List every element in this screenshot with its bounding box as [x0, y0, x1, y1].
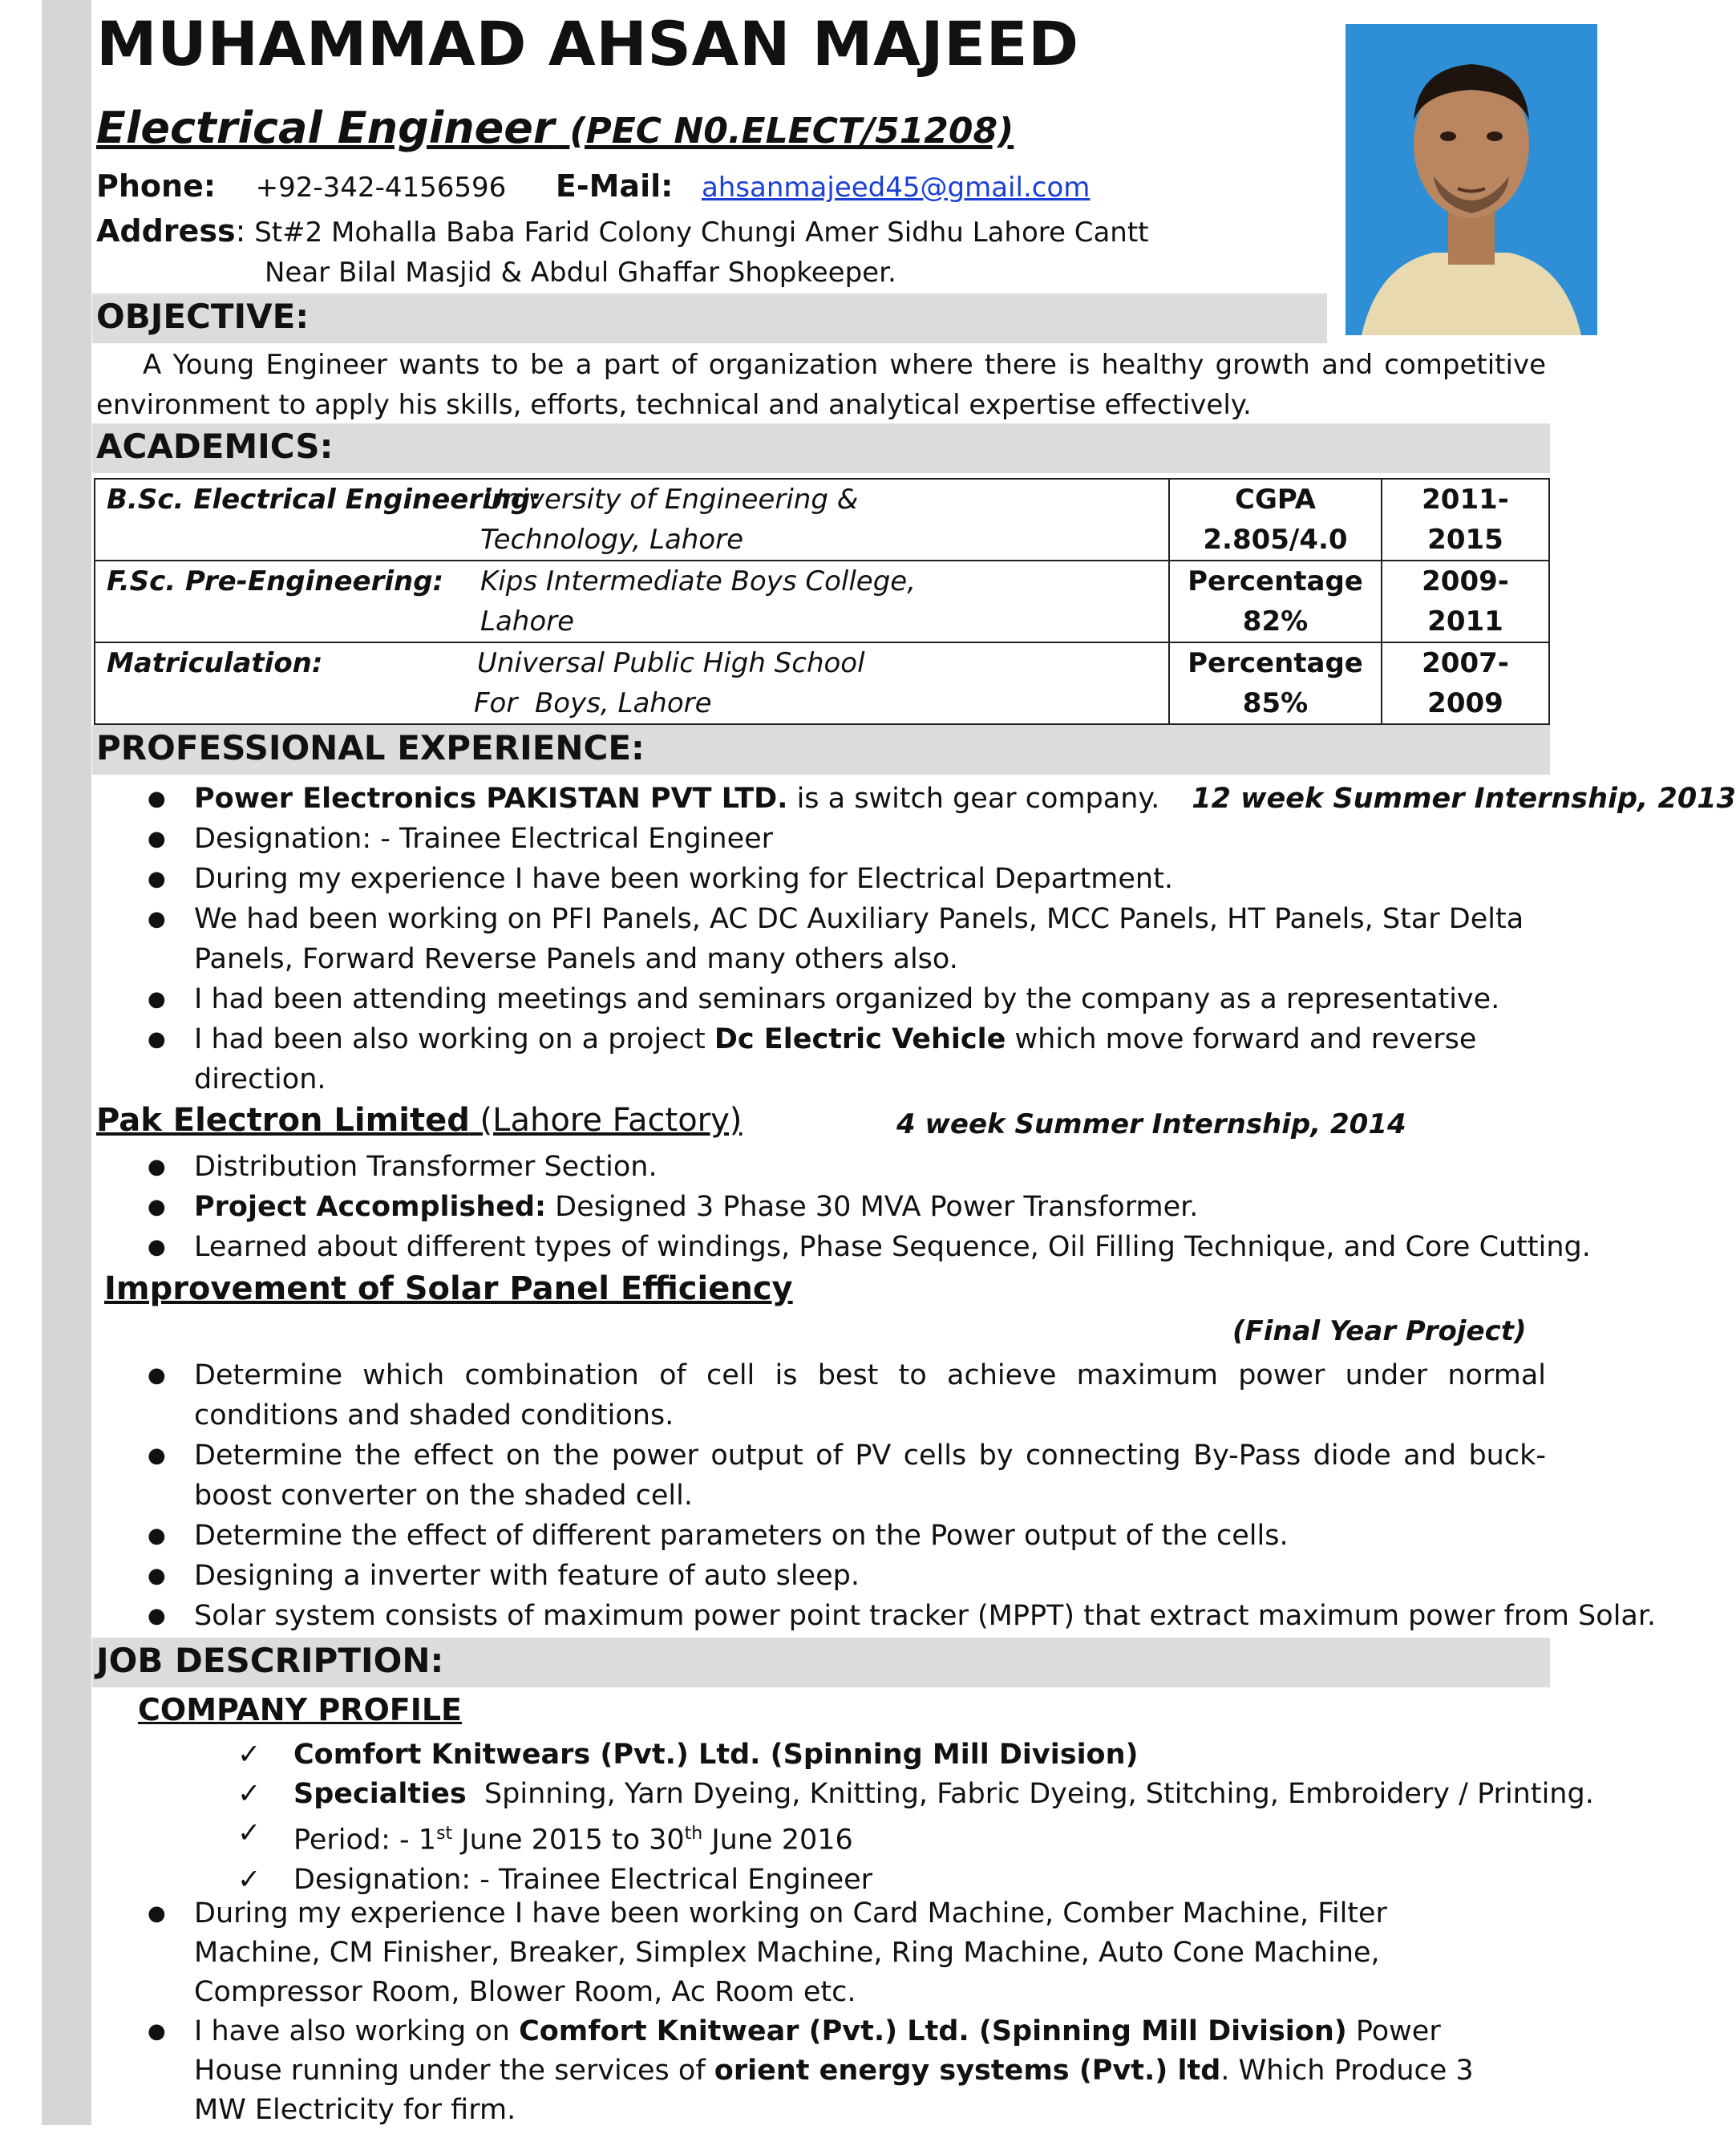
- year-start: 2011-: [1422, 484, 1509, 516]
- job1-b6-pre: I had been also working on a project: [194, 1023, 714, 1055]
- score-value: 85%: [1242, 687, 1309, 719]
- degree-name: Matriculation:: [107, 647, 323, 679]
- job-bullets: [96, 1894, 1491, 2130]
- profile-photo: [1346, 24, 1597, 335]
- objective-heading: OBJECTIVE:: [96, 297, 310, 336]
- score-label: Percentage: [1188, 565, 1363, 597]
- score-label: Percentage: [1188, 647, 1363, 679]
- list-item: ● Distribution Transformer Section.: [96, 1147, 1546, 1187]
- list-item: ● Determine the effect of different parameters on the Power output of the cells.: [96, 1516, 1546, 1556]
- job-b2-pre: I have also working on: [194, 2015, 520, 2047]
- address-label: Address: [96, 213, 236, 249]
- job-b2-post: . Which Produce 3 MW Electricity for firm.: [194, 2055, 1474, 2126]
- project-title: Improvement of Solar Panel Efficiency: [104, 1270, 793, 1307]
- year-end: 2011: [1427, 605, 1503, 638]
- job2-bullets: [96, 1147, 1591, 1267]
- list-item: [96, 1187, 1546, 1227]
- list-item: ● During my experience I have been working for Electrical Department.: [96, 859, 1546, 899]
- job1-b6-bold: Dc Electric Vehicle: [714, 1023, 1006, 1055]
- job1-bullets: [96, 779, 1736, 1099]
- academics-table: [94, 478, 1550, 725]
- institution-line-2: For Boys, Lahore: [474, 687, 712, 719]
- institution-line-2: Technology, Lahore: [480, 524, 744, 556]
- year-cell: [1382, 561, 1549, 642]
- pec-number: (PEC N0.ELECT/51208): [569, 111, 1014, 152]
- job-title: [96, 103, 1014, 153]
- score-cell: [1169, 642, 1382, 724]
- job1-company-desc: is a switch gear company.: [787, 783, 1160, 815]
- list-item: ● Determine which combination of cell is best to achieve maximum power under normal conditions and shaded conditions.: [96, 1355, 1546, 1436]
- table-row: [95, 561, 1549, 642]
- phone-number[interactable]: +92-342-4156596: [255, 172, 507, 204]
- year-end: 2009: [1427, 687, 1503, 719]
- company-profile-list: [237, 1735, 1594, 1900]
- list-item: [237, 1814, 1594, 1861]
- objective-body: A Young Engineer wants to be a part of organization where there is healthy growth and competitive environment to apply his skills, efforts, technical and analytical expertise effectively.: [96, 349, 1546, 421]
- job2-b2-bold: Project Accomplished:: [194, 1191, 547, 1223]
- company-name: Comfort Knitwears (Pvt.) Ltd. (Spinning Mill Division): [293, 1739, 1139, 1771]
- score-cell: [1169, 561, 1382, 642]
- job-b2-mid: Power House running under the services of: [194, 2015, 1441, 2087]
- year-start: 2009-: [1422, 565, 1509, 597]
- institution-line-2: Lahore: [480, 605, 575, 638]
- year-cell: [1382, 642, 1549, 724]
- phone-label: Phone:: [96, 168, 216, 204]
- institution-line-1: Universal Public High School: [477, 647, 865, 679]
- job1-company: Power Electronics PAKISTAN PVT LTD.: [194, 783, 788, 815]
- email-link[interactable]: ahsanmajeed45@gmail.com: [701, 172, 1091, 204]
- list-item: ● Determine the effect on the power output of PV cells by connecting By-Pass diode and buck-boost converter on the shaded cell.: [96, 1436, 1546, 1516]
- job2-b2-text: Designed 3 Phase 30 MVA Power Transformer.: [546, 1191, 1199, 1223]
- list-item: [96, 2012, 1491, 2130]
- left-sidebar-bar: [42, 0, 91, 2125]
- degree-name: F.Sc. Pre-Engineering:: [107, 565, 444, 597]
- job1-b6-post: which move forward and reverse direction.: [194, 1023, 1477, 1095]
- address-text-1: St#2 Mohalla Baba Farid Colony Chungi Amer Sidhu Lahore Cantt: [254, 217, 1149, 249]
- list-item: [237, 1735, 1594, 1775]
- job-b2-bold1: Comfort Knitwear (Pvt.) Ltd. (Spinning Mill Division): [519, 2015, 1347, 2047]
- list-item: ● I had been attending meetings and seminars organized by the company as a representative.: [96, 979, 1546, 1019]
- score-value: 2.805/4.0: [1203, 524, 1348, 556]
- table-row: [95, 642, 1549, 724]
- candidate-name: MUHAMMAD AHSAN MAJEED: [96, 8, 1079, 79]
- period-a: Period: - 1: [293, 1824, 437, 1857]
- period-b: June 2015 to 30: [452, 1824, 685, 1857]
- job2-company: Pak Electron Limited: [96, 1102, 470, 1139]
- job-b2-bold2: orient energy systems (Pvt.) ltd: [714, 2055, 1221, 2087]
- job2-heading: [96, 1102, 742, 1139]
- institution-line-1: University of Engineering &: [484, 484, 859, 516]
- list-item: ● Learned about different types of windings, Phase Sequence, Oil Filling Technique, and Core Cutting.: [96, 1227, 1546, 1267]
- project-bullets: [96, 1355, 1657, 1636]
- list-item: ● Designing a inverter with feature of auto sleep.: [96, 1556, 1546, 1596]
- year-end: 2015: [1427, 524, 1503, 556]
- list-item: ● Solar system consists of maximum power point tracker (MPPT) that extract maximum power from Solar.: [96, 1596, 1546, 1636]
- period-sup-2: th: [684, 1824, 703, 1844]
- contact-line: [96, 168, 1090, 204]
- list-item: [96, 779, 1736, 819]
- job2-duration: 4 week Summer Internship, 2014: [896, 1108, 1406, 1140]
- list-item: [237, 1775, 1594, 1814]
- year-cell: [1382, 479, 1549, 561]
- title-text: Electrical Engineer: [96, 103, 555, 153]
- list-item: ✓ Designation: - Trainee Electrical Engineer: [237, 1861, 1594, 1900]
- project-tag: (Final Year Project): [1232, 1315, 1527, 1347]
- company-profile-heading: COMPANY PROFILE: [138, 1692, 463, 1727]
- score-label: CGPA: [1235, 484, 1316, 516]
- period-c: June 2016: [702, 1824, 853, 1857]
- list-item: [96, 1019, 1546, 1099]
- specialties-label: Specialties: [293, 1778, 467, 1810]
- academics-heading: ACADEMICS:: [96, 427, 334, 466]
- specialties-text: Spinning, Yarn Dyeing, Knitting, Fabric Dyeing, Stitching, Embroidery / Printing.: [466, 1778, 1594, 1810]
- degree-cell: [95, 642, 1169, 724]
- institution-line-1: Kips Intermediate Boys College,: [480, 565, 917, 597]
- degree-cell: [95, 479, 1169, 561]
- job1-duration: 12 week Summer Internship, 2013: [1192, 783, 1736, 815]
- table-row: [95, 479, 1549, 561]
- score-value: 82%: [1242, 605, 1309, 638]
- email-label: E-Mail:: [555, 168, 674, 204]
- score-cell: [1169, 479, 1382, 561]
- address-line-1: Address: St#2 Mohalla Baba Farid Colony Chungi Amer Sidhu Lahore Cantt: [96, 213, 1149, 249]
- degree-name: B.Sc. Electrical Engineering:: [107, 484, 541, 516]
- list-item: ● We had been working on PFI Panels, AC DC Auxiliary Panels, MCC Panels, HT Panels, Star Delta Panels, Forward Reverse Panels and many others also.: [96, 899, 1546, 979]
- list-item: ● Designation: - Trainee Electrical Engineer: [96, 819, 1546, 859]
- job-heading: JOB DESCRIPTION:: [96, 1641, 444, 1680]
- list-item: ● During my experience I have been working on Card Machine, Comber Machine, Filter Machine, CM Finisher, Breaker, Simplex Machine, Ring Machine, Auto Cone Machine, Compressor Room, Blower Room, Ac Room etc.: [96, 1894, 1491, 2012]
- address-line-2: Near Bilal Masjid & Abdul Ghaffar Shopkeeper.: [265, 257, 896, 289]
- experience-heading: PROFESSIONAL EXPERIENCE:: [96, 728, 645, 767]
- degree-cell: [95, 561, 1169, 642]
- period-sup-1: st: [436, 1824, 453, 1844]
- year-start: 2007-: [1422, 647, 1509, 679]
- job2-location: (Lahore Factory): [469, 1102, 743, 1139]
- objective-text: [96, 345, 1546, 425]
